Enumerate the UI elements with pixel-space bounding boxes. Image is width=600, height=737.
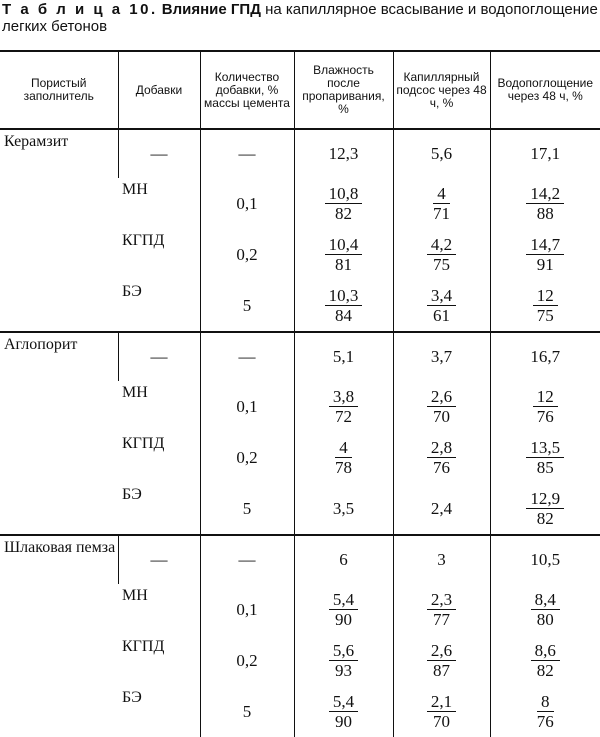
cell-amount: — bbox=[200, 332, 294, 381]
fraction-numerator: 10,8 bbox=[325, 184, 363, 204]
fraction-numerator: 2,6 bbox=[427, 641, 456, 661]
cell-capillary bbox=[393, 332, 490, 381]
plain-value: 3 bbox=[437, 550, 446, 569]
fraction-value bbox=[329, 387, 358, 426]
fraction-numerator: 12 bbox=[533, 387, 558, 407]
cell-moisture bbox=[294, 432, 393, 483]
fraction-value bbox=[325, 286, 363, 325]
cell-capillary bbox=[393, 686, 490, 737]
data-table bbox=[0, 50, 600, 737]
cell-capillary bbox=[393, 483, 490, 535]
fraction-denominator: 71 bbox=[433, 203, 450, 223]
header-filler: Пористый заполнитель bbox=[0, 51, 118, 129]
fraction-denominator: 75 bbox=[536, 305, 554, 325]
fraction-denominator: 80 bbox=[536, 609, 554, 629]
plain-value: 5,1 bbox=[332, 347, 355, 366]
fraction-numerator: 13,5 bbox=[526, 438, 564, 458]
cell-additive: БЭ bbox=[122, 486, 142, 503]
cell-amount: 5 bbox=[200, 483, 294, 535]
cell-absorption bbox=[490, 635, 600, 686]
fraction-denominator: 93 bbox=[335, 660, 352, 680]
fraction-value bbox=[533, 286, 558, 325]
cell-amount: 0,1 bbox=[200, 178, 294, 229]
cell-amount: 0,2 bbox=[200, 635, 294, 686]
fraction-denominator: 88 bbox=[536, 203, 554, 223]
fraction-value bbox=[427, 387, 456, 426]
cell-amount: 5 bbox=[200, 686, 294, 737]
cell-absorption bbox=[490, 229, 600, 280]
table-title bbox=[2, 1, 598, 35]
fraction-denominator: 84 bbox=[335, 305, 352, 325]
fraction-value bbox=[325, 235, 363, 274]
cell-amount: 0,1 bbox=[200, 584, 294, 635]
cell-additive: КГПД bbox=[122, 638, 165, 655]
cell-additive: КГПД bbox=[122, 435, 165, 452]
cell-additive: МН bbox=[122, 181, 148, 198]
table-number: Т а б л и ц а 10. bbox=[2, 1, 158, 18]
plain-value: 3,5 bbox=[332, 498, 355, 518]
fraction-numerator: 8,6 bbox=[531, 641, 560, 661]
cell-capillary bbox=[393, 584, 490, 635]
fraction-numerator: 3,4 bbox=[427, 286, 456, 306]
cell-absorption bbox=[490, 432, 600, 483]
fraction-denominator: 91 bbox=[536, 254, 554, 274]
fraction-numerator: 4 bbox=[335, 438, 352, 458]
header-moisture: Влажность после пропаривания, % bbox=[294, 51, 393, 129]
plain-value: 3,7 bbox=[430, 347, 453, 366]
table-title-rest: на капиллярное всасывание и водопоглощение легких бетонов bbox=[2, 1, 598, 35]
cell-additive: МН bbox=[122, 384, 148, 401]
fraction-numerator: 2,3 bbox=[427, 590, 456, 610]
fraction-numerator: 5,4 bbox=[329, 590, 358, 610]
fraction-denominator: 78 bbox=[335, 457, 352, 477]
fraction-denominator: 90 bbox=[335, 609, 352, 629]
cell-absorption bbox=[490, 178, 600, 229]
fraction-value bbox=[433, 184, 450, 223]
fraction-denominator: 82 bbox=[536, 508, 554, 528]
fraction-value bbox=[427, 286, 456, 325]
fraction-value bbox=[531, 641, 560, 680]
fraction-value bbox=[335, 438, 352, 477]
fraction-numerator: 5,4 bbox=[329, 692, 358, 712]
cell-filler: Аглопорит bbox=[0, 332, 118, 535]
cell-amount: 0,1 bbox=[200, 381, 294, 432]
fraction-value bbox=[526, 438, 564, 477]
fraction-denominator: 76 bbox=[433, 457, 450, 477]
plain-value: 17,1 bbox=[530, 144, 561, 163]
fraction-value bbox=[526, 235, 564, 274]
cell-filler: Керамзит bbox=[0, 129, 118, 332]
fraction-numerator: 4 bbox=[433, 184, 450, 204]
cell-absorption bbox=[490, 483, 600, 535]
cell-capillary bbox=[393, 635, 490, 686]
cell-moisture bbox=[294, 381, 393, 432]
cell-capillary bbox=[393, 280, 490, 332]
fraction-denominator: 61 bbox=[433, 305, 450, 325]
cell-moisture bbox=[294, 483, 393, 535]
plain-value: 10,5 bbox=[530, 550, 561, 569]
fraction-numerator: 2,1 bbox=[427, 692, 456, 712]
fraction-denominator: 76 bbox=[536, 711, 554, 731]
fraction-denominator: 70 bbox=[433, 711, 450, 731]
plain-value: 5,6 bbox=[430, 144, 453, 163]
table-body bbox=[0, 129, 600, 737]
fraction-value bbox=[427, 438, 456, 477]
cell-amount: 0,2 bbox=[200, 432, 294, 483]
fraction-value bbox=[427, 692, 456, 731]
cell-capillary bbox=[393, 178, 490, 229]
table-row bbox=[0, 535, 600, 584]
fraction-denominator: 76 bbox=[536, 406, 554, 426]
cell-moisture bbox=[294, 535, 393, 584]
table-header bbox=[0, 51, 600, 129]
cell-moisture bbox=[294, 129, 393, 178]
fraction-value bbox=[427, 641, 456, 680]
cell-moisture bbox=[294, 178, 393, 229]
cell-additive: БЭ bbox=[122, 689, 142, 706]
fraction-denominator: 82 bbox=[536, 660, 554, 680]
plain-value: 16,7 bbox=[530, 347, 561, 366]
cell-additive: — bbox=[118, 535, 200, 584]
fraction-value bbox=[526, 489, 564, 528]
fraction-denominator: 75 bbox=[433, 254, 450, 274]
fraction-numerator: 5,6 bbox=[329, 641, 358, 661]
fraction-numerator: 4,2 bbox=[427, 235, 456, 255]
cell-additive: — bbox=[118, 129, 200, 178]
table-title-main: Влияние ГПД bbox=[161, 1, 261, 18]
cell-absorption bbox=[490, 332, 600, 381]
header-absorption: Водопоглощение через 48 ч, % bbox=[490, 51, 600, 129]
header-capillary: Капиллярный подсос через 48 ч, % bbox=[393, 51, 490, 129]
cell-capillary bbox=[393, 381, 490, 432]
fraction-value bbox=[325, 184, 363, 223]
header-amount: Количество добавки, % массы цемента bbox=[200, 51, 294, 129]
fraction-denominator: 72 bbox=[335, 406, 352, 426]
cell-absorption bbox=[490, 686, 600, 737]
fraction-numerator: 12,9 bbox=[526, 489, 564, 509]
cell-moisture bbox=[294, 584, 393, 635]
fraction-value bbox=[329, 692, 358, 731]
fraction-denominator: 85 bbox=[536, 457, 554, 477]
fraction-value bbox=[533, 387, 558, 426]
cell-absorption bbox=[490, 584, 600, 635]
fraction-numerator: 8 bbox=[537, 692, 554, 712]
fraction-numerator: 14,7 bbox=[526, 235, 564, 255]
cell-capillary bbox=[393, 229, 490, 280]
cell-absorption bbox=[490, 280, 600, 332]
header-additive: Добавки bbox=[118, 51, 200, 129]
cell-capillary bbox=[393, 432, 490, 483]
table-row bbox=[0, 129, 600, 178]
fraction-denominator: 77 bbox=[433, 609, 450, 629]
fraction-numerator: 8,4 bbox=[531, 590, 560, 610]
cell-moisture bbox=[294, 280, 393, 332]
cell-moisture bbox=[294, 229, 393, 280]
fraction-value bbox=[427, 590, 456, 629]
cell-additive: МН bbox=[122, 587, 148, 604]
plain-value: 6 bbox=[339, 550, 348, 569]
cell-moisture bbox=[294, 686, 393, 737]
fraction-denominator: 87 bbox=[433, 660, 450, 680]
fraction-denominator: 90 bbox=[335, 711, 352, 731]
fraction-value bbox=[427, 235, 456, 274]
fraction-value bbox=[329, 590, 358, 629]
fraction-denominator: 82 bbox=[335, 203, 352, 223]
cell-absorption bbox=[490, 381, 600, 432]
fraction-numerator: 14,2 bbox=[526, 184, 564, 204]
plain-value: 12,3 bbox=[328, 144, 359, 163]
cell-absorption bbox=[490, 129, 600, 178]
cell-additive: БЭ bbox=[122, 283, 142, 300]
fraction-numerator: 10,3 bbox=[325, 286, 363, 306]
cell-filler: Шлаковая пемза bbox=[0, 535, 118, 737]
header-row bbox=[0, 51, 600, 129]
plain-value: 2,4 bbox=[430, 498, 453, 518]
cell-amount: — bbox=[200, 535, 294, 584]
table-row bbox=[0, 332, 600, 381]
cell-amount: — bbox=[200, 129, 294, 178]
cell-capillary bbox=[393, 129, 490, 178]
fraction-denominator: 81 bbox=[335, 254, 352, 274]
fraction-value bbox=[526, 184, 564, 223]
fraction-numerator: 10,4 bbox=[325, 235, 363, 255]
cell-additive: — bbox=[118, 332, 200, 381]
cell-additive: КГПД bbox=[122, 232, 165, 249]
fraction-numerator: 2,8 bbox=[427, 438, 456, 458]
cell-absorption bbox=[490, 535, 600, 584]
cell-moisture bbox=[294, 635, 393, 686]
fraction-numerator: 3,8 bbox=[329, 387, 358, 407]
cell-capillary bbox=[393, 535, 490, 584]
fraction-value bbox=[531, 590, 560, 629]
fraction-numerator: 12 bbox=[533, 286, 558, 306]
fraction-value bbox=[329, 641, 358, 680]
fraction-numerator: 2,6 bbox=[427, 387, 456, 407]
fraction-denominator: 70 bbox=[433, 406, 450, 426]
fraction-value bbox=[537, 692, 554, 731]
cell-moisture bbox=[294, 332, 393, 381]
cell-amount: 0,2 bbox=[200, 229, 294, 280]
cell-amount: 5 bbox=[200, 280, 294, 332]
